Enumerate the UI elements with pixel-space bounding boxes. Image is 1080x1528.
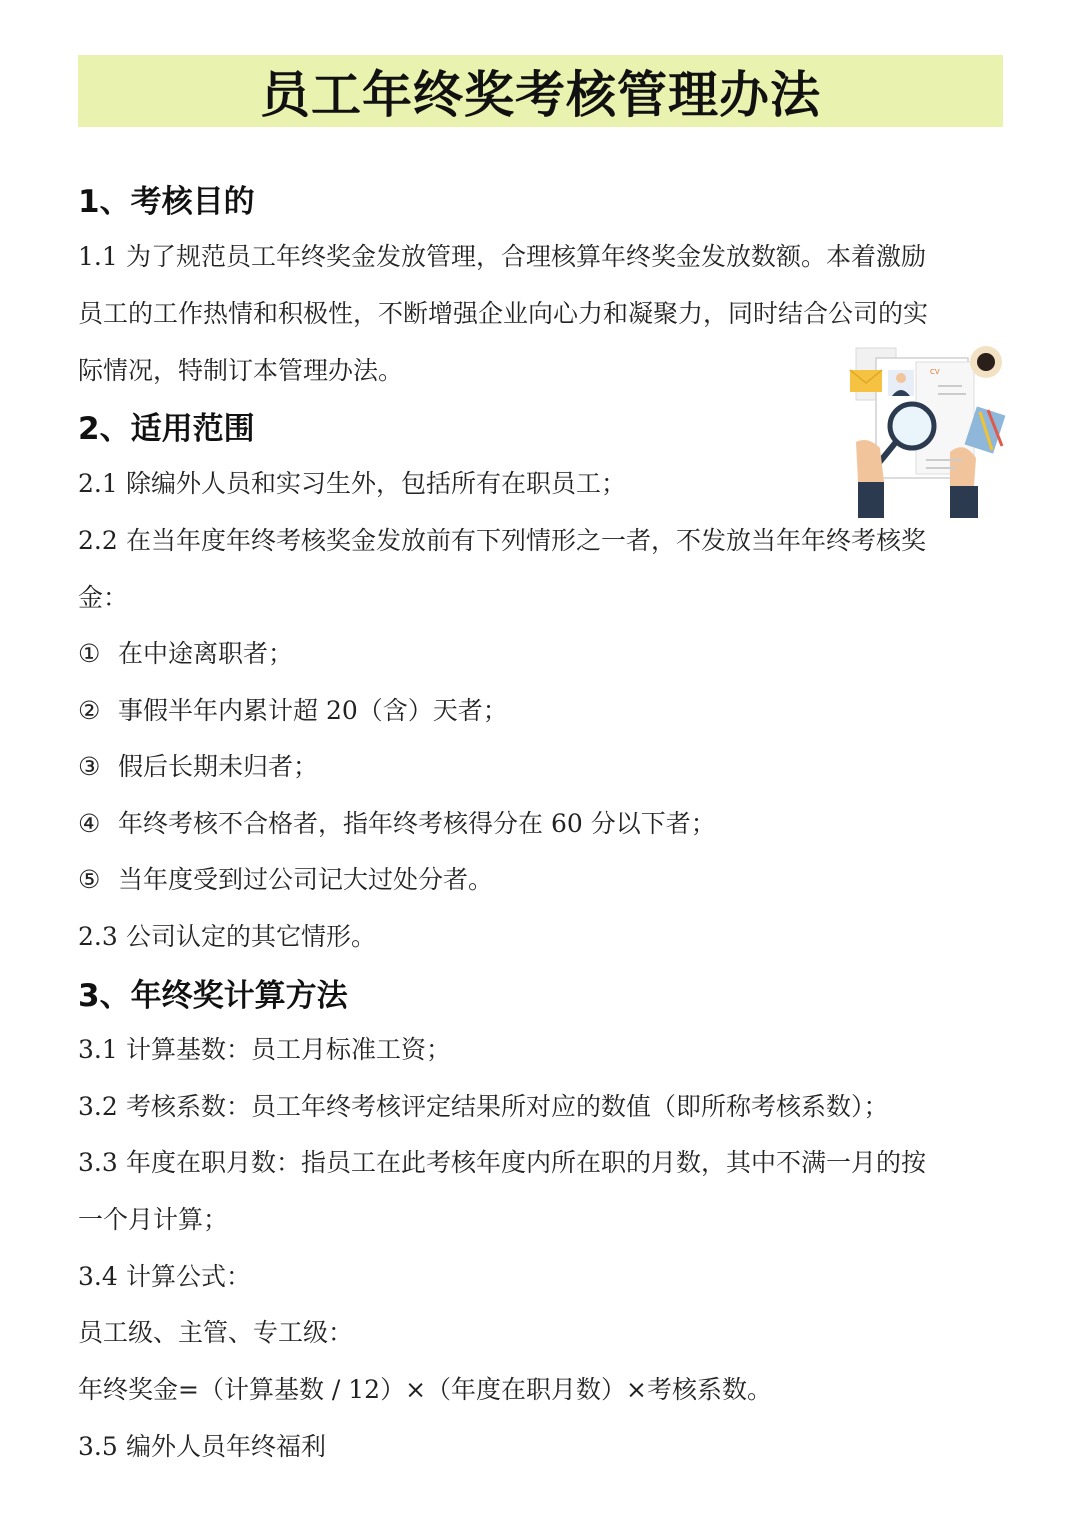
cv-label: CV: [930, 368, 940, 376]
paragraph-number: 1.1: [78, 242, 118, 271]
paragraph-2-3: 2.3 公司认定的其它情形。: [78, 922, 377, 951]
paragraph-number: 3.4: [78, 1262, 118, 1291]
list-marker: ③: [78, 752, 101, 781]
paragraph-3-5: 3.5 编外人员年终福利: [78, 1432, 327, 1461]
list-item: ④ 年终考核不合格者，指年终考核得分在 60 分以下者；: [78, 809, 716, 838]
paragraph-1-1-line-3: 际情况，特制订本管理办法。: [78, 356, 404, 385]
paragraph-1-1-line-1: 1.1 为了规范员工年终奖金发放管理，合理核算年终奖金发放数额。本着激励: [78, 242, 927, 271]
paragraph-3-3-line-1: 3.3 年度在职月数：指员工在此考核年度内所在职的月数，其中不满一月的按: [78, 1148, 927, 1177]
paragraph-number: 2.1: [78, 469, 118, 498]
page-title: 员工年终奖考核管理办法: [260, 66, 821, 124]
section-3-heading: 3、年终奖计算方法: [78, 978, 348, 1014]
paragraph-3-2: 3.2 考核系数：员工年终考核评定结果所对应的数值（即所称考核系数）；: [78, 1092, 889, 1121]
paragraph-number: 3.5: [78, 1432, 118, 1461]
list-marker: ②: [78, 696, 101, 725]
list-marker: ⑤: [78, 865, 101, 894]
list-item: ② 事假半年内累计超 20（含）天者；: [78, 696, 508, 725]
paragraph-2-2-line-1: 2.2 在当年度年终考核奖金发放前有下列情形之一者，不发放当年年终考核奖: [78, 526, 927, 555]
list-marker: ①: [78, 639, 101, 668]
paragraph-1-1-line-2: 员工的工作热情和积极性，不断增强企业向心力和凝聚力，同时结合公司的实: [78, 299, 929, 328]
paragraph-3-4: 3.4 计算公式：: [78, 1262, 252, 1291]
list-item: ⑤ 当年度受到过公司记大过处分者。: [78, 865, 494, 894]
paragraph-number: 3.3: [78, 1148, 118, 1177]
list-item: ① 在中途离职者；: [78, 639, 294, 668]
person-head-icon: [896, 373, 906, 383]
paragraph-number: 2.3: [78, 922, 118, 951]
right-hand-icon: [950, 447, 976, 486]
bonus-formula: 年终奖金=（计算基数 / 12）×（年度在职月数）×考核系数。: [78, 1375, 772, 1404]
paragraph-number: 3.1: [78, 1035, 118, 1064]
section-2-heading: 2、适用范围: [78, 411, 255, 447]
paragraph-3-1: 3.1 计算基数：员工月标准工资；: [78, 1035, 452, 1064]
paragraph-number: 3.2: [78, 1092, 118, 1121]
paragraph-number: 2.2: [78, 526, 118, 555]
paragraph-2-1: 2.1 除编外人员和实习生外，包括所有在职员工；: [78, 469, 627, 498]
paragraph-2-2-line-2: 金：: [78, 583, 129, 612]
resume-review-illustration: [846, 340, 1014, 520]
paragraph-3-3-line-2: 一个月计算；: [78, 1205, 229, 1234]
right-sleeve-icon: [950, 486, 978, 518]
title-banner: [78, 55, 1003, 127]
left-sleeve-icon: [858, 482, 884, 518]
list-item: ③ 假后长期未归者；: [78, 752, 319, 781]
grade-label: 员工级、主管、专工级：: [78, 1318, 354, 1347]
list-marker: ④: [78, 809, 101, 838]
section-1-heading: 1、考核目的: [78, 184, 255, 220]
